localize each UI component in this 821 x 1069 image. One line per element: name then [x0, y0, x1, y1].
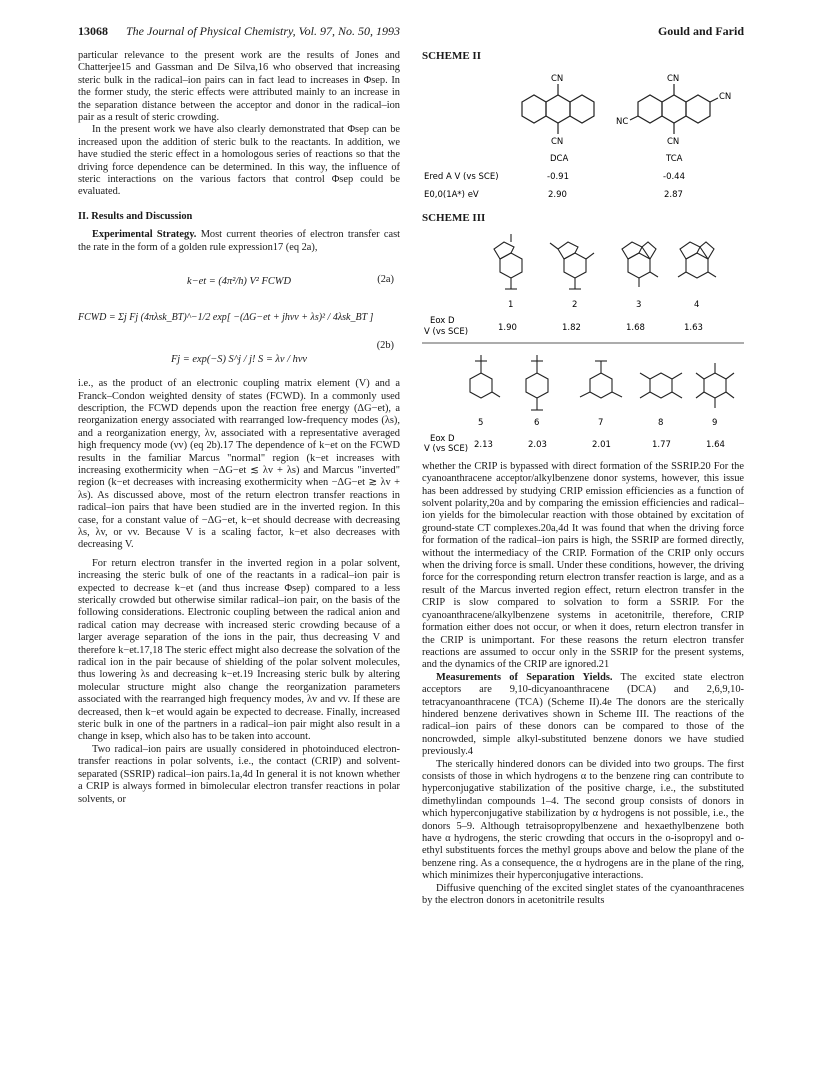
- donor-number: 6: [534, 417, 540, 428]
- dca-cn-bottom: CN: [551, 137, 564, 148]
- dca-label: DCA: [550, 154, 569, 165]
- paragraph: The sterically hindered donors can be divided into two groups. The first consists of those in which hydrogens α to the benzene ring can contribute to hyperconjugative stabilization of the positive charge, i.e., the substituted dimethylindan compounds 1–4. The second group consists of donors in which hyperconjugative stabilization by α hydrogens is not possible, i.e., the donors 5–9. Although tetraisopropylbenzene and hexaethylbenzene both have α hydrogens, the steric crowding that occurs in the o-isopropyl and o-ethyl substituents forces the methyl groups above and below the plane of the benzene ring. As a consequence, the α hydrogens are in the plane of the ring, which minimizes their hyperconjugative interactions.: [422, 758, 744, 882]
- journal-title: The Journal of Physical Chemistry, Vol. 97, No. 50, 1993: [126, 24, 400, 38]
- oxidation-potential-units: V (vs SCE): [424, 443, 469, 454]
- donor-number: 1: [508, 299, 514, 310]
- tca-cn-right: CN: [719, 92, 732, 103]
- authors: Gould and Farid: [657, 24, 744, 38]
- running-header: [78, 24, 744, 42]
- paragraph: whether the CRIP is bypassed with direct formation of the SSRIP.20 For the cyanoanthracene acceptor/alkylbenzene donor systems, however, this issue has been addressed by studying CRIP emission efficiencies as a function of solvent polarity,20a and by comparing the emission efficiencies and radical–ion yields for the bimolecular reaction with those obtained by excitation of ground-state CT complexes.20a,4d It was found that when the driving force for formation of the radical–ion pairs is high, the SSRIP are formed directly, without the intermediacy of the CRIP. Formation of the CRIP only occurs when the driving force is small. Under these conditions, however, the driving force for the corresponding return electron transfer reaction is large, and as a result of the Marcus inverted region effect, return electron transfer in the CRIP is slow compared to solvation to form a SSRIP. For the cyanoanthracene/alkylbenzene systems in acetonitrile, therefore, CRIP formation either does not occur, or when it does, return electron transfer in the CRIP is unimportant. For these reasons the return electron transfer reactions are assumed to occur only in the SSRIP for the present systems, and the dynamics of the CRIP are ignored.21: [422, 460, 744, 671]
- oxidation-potential-2: 1.82: [562, 322, 581, 333]
- donor-5-structure: [470, 355, 500, 398]
- page-number: 13068: [78, 24, 108, 38]
- dca-cn-top: CN: [551, 74, 564, 85]
- excitation-energy-label: E0,0(1A*) eV: [424, 190, 479, 201]
- equation-number: (2b): [376, 340, 394, 352]
- tca-cn-bottom: CN: [667, 137, 680, 148]
- equation-number: (2a): [377, 274, 394, 286]
- donor-number: 5: [478, 417, 484, 428]
- run-in-heading: Measurements of Separation Yields.: [436, 671, 613, 683]
- tca-excitation-energy: 2.87: [664, 190, 683, 201]
- oxidation-potential-5: 2.13: [474, 439, 493, 450]
- scheme-iii-title: SCHEME III: [422, 212, 486, 225]
- paragraph: In the present work we have also clearly demonstrated that Φsep can be increased upon the addition of steric bulk to the reactants. In addition, we have studied the steric effect in a homologous series of reactions so that the driving force dependence can be determined. In this way, the influence of steric interactions on the various factors that control Φsep could be evaluated.: [78, 124, 400, 198]
- paragraph: i.e., as the product of an electronic coupling matrix element (V) and a Franck–Condon weighted density of states (FCWD). In a commonly used description, the FCWD depends upon the reaction free energy (ΔG−et), a reorganization energy associated with rearranged low-frequency modes (λs), and a reorganization energy, λv, associated with a representative averaged high frequency mode (νv) (eq 2b).17 The dependence of k−et on the FCWD results in the familiar Marcus "normal" region (k−et increases with increasing exothermicity when −ΔG−et ≲ λv + λs) and Marcus "inverted" region (k−et decreases with increasing exothermicity when −ΔG−et ≳ λv + λs). As discussed above, most of the return electron transfer reactions in radical–ion pairs that have been studied are in the inverted region. In this case, for a constant value of −ΔG−et, k−et should decrease with decreasing λs, λv, or νv. Because V is a scaling factor, k−et also decreases with decreasing V.: [78, 378, 400, 551]
- run-in-heading: Experimental Strategy.: [92, 229, 197, 241]
- reduction-potential-label: Ered A V (vs SCE): [424, 172, 499, 183]
- oxidation-potential-3: 1.68: [626, 322, 645, 333]
- donor-number: 3: [636, 299, 642, 310]
- paragraph: Two radical–ion pairs are usually considered in photoinduced electron-transfer reactions in polar solvents, i.e., the contact (CRIP) and solvent-separated (SSRIP) radical–ion pairs.1a,4d In general it is not known whether a CRIP is always formed in bimolecular electron transfer reactions in polar solvents, or: [78, 743, 400, 805]
- donor-number: 8: [658, 417, 664, 428]
- oxidation-potential-7: 2.01: [592, 439, 611, 450]
- paragraph: particular relevance to the present work are the results of Jones and Chatterjee15 and Gassman and De Silva,16 who observed that increasing steric bulk in the radical–ion pairs can in fact lead to increases in Φsep. In the former study, the steric effects were attributed mainly to an increase in the separation distance between the acceptor and donor in the radical–ion pair as a result of steric crowding.: [78, 50, 400, 124]
- donor-9-structure: [696, 363, 734, 408]
- paragraph: For return electron transfer in the inverted region in a polar solvent, increasing the steric bulk of one of the reactants in a radical–ion pair is expected to decrease k−et (and thus increase Φsep) compared to a less sterically crowded but otherwise similar radical–ion pair, on the basis of the following considerations. Electronic coupling between the radical anion and radical cation may decrease with increased steric crowding because of a larger average separation of the ions in the pair, thus decreasing V and therefore k−et.17,18 The steric effect might also decrease the solvation of the radical ion in the pair because of shielding of the polar solvent molecules, thus lowering λs and decreasing k−et.19 Increasing steric bulk by altering molecular structure might also change the reorganization parameters associated with the rearranged high frequency modes, λv and νv. If these are decreased, then k−et would again be expected to decrease. Finally, increased steric bulk in one of the partners in a radical–ion pair might also result in a change in ksep, which also has to be taken into account.: [78, 557, 400, 743]
- paragraph: Diffusive quenching of the excited singlet states of the cyanoanthracenes by the electron donors in acetonitrile results: [422, 882, 744, 907]
- equation-text: k−et = (4π²/h) V² FCWD: [187, 276, 291, 288]
- donor-number: 7: [598, 417, 604, 428]
- donor-4-structure: [678, 242, 716, 278]
- tca-structure: [630, 84, 718, 134]
- equation-2a: [78, 264, 400, 302]
- oxidation-potential-units: V (vs SCE): [424, 326, 469, 337]
- equation-text: Fj = exp(−S) S^j / j! S = λv / hνv: [170, 354, 308, 366]
- donor-7-structure: [580, 361, 622, 398]
- oxidation-potential-9: 1.64: [706, 439, 725, 450]
- donor-number: 4: [694, 299, 700, 310]
- scheme-ii-title: SCHEME II: [422, 50, 481, 62]
- scheme-iii-figure: [422, 229, 744, 455]
- right-column: [422, 50, 744, 1050]
- dca-reduction-potential: -0.91: [547, 172, 569, 183]
- paragraph-text: Most current theories of electron transfer cast the rate in the form of a golden rule expression17 (eq 2a),: [78, 229, 401, 253]
- oxidation-potential-label: Eox D: [430, 315, 455, 326]
- tca-nc-left: NC: [616, 117, 629, 128]
- equation-2c: [78, 340, 400, 378]
- donor-2-structure: [550, 242, 594, 289]
- paragraph: [422, 672, 744, 759]
- tca-cn-top: CN: [667, 74, 680, 85]
- donor-1-structure: [494, 234, 522, 289]
- paragraph: [78, 229, 400, 254]
- paragraph-text: The excited state electron acceptors are 9,10-dicyanoanthracene (DCA) and 2,6,9,10-tetracyanoanthracene (TCA) (Scheme II).4e The donors are the sterically hindered benzene derivatives shown in Scheme III. The reactions of the radical–ion pairs of these donors can be compared to those of the noncrowded, simple alkyl-substituted benzene donors we have studied previously.4: [422, 671, 744, 758]
- donor-8-structure: [640, 373, 682, 398]
- donor-number: 9: [712, 417, 718, 428]
- donor-3-structure: [622, 242, 658, 287]
- dca-structure: [522, 84, 594, 134]
- dca-excitation-energy: 2.90: [548, 190, 567, 201]
- oxidation-potential-4: 1.63: [684, 322, 703, 333]
- donor-6-structure: [526, 355, 548, 410]
- section-heading: II. Results and Discussion: [78, 210, 193, 222]
- equation-text: FCWD = Σj Fj (4πλsk_BT)^−1/2 exp[ −(ΔG−et + jhνv + λs)² / 4λsk_BT ]: [78, 312, 374, 324]
- oxidation-potential-1: 1.90: [498, 322, 517, 333]
- oxidation-potential-6: 2.03: [528, 439, 547, 450]
- donor-number: 2: [572, 299, 578, 310]
- oxidation-potential-8: 1.77: [652, 439, 671, 450]
- left-column: [78, 50, 400, 1050]
- oxidation-potential-label: Eox D: [430, 433, 455, 444]
- scheme-ii-figure: [422, 66, 744, 208]
- tca-label: TCA: [666, 154, 683, 165]
- tca-reduction-potential: -0.44: [663, 172, 685, 183]
- equation-2b: [78, 302, 400, 346]
